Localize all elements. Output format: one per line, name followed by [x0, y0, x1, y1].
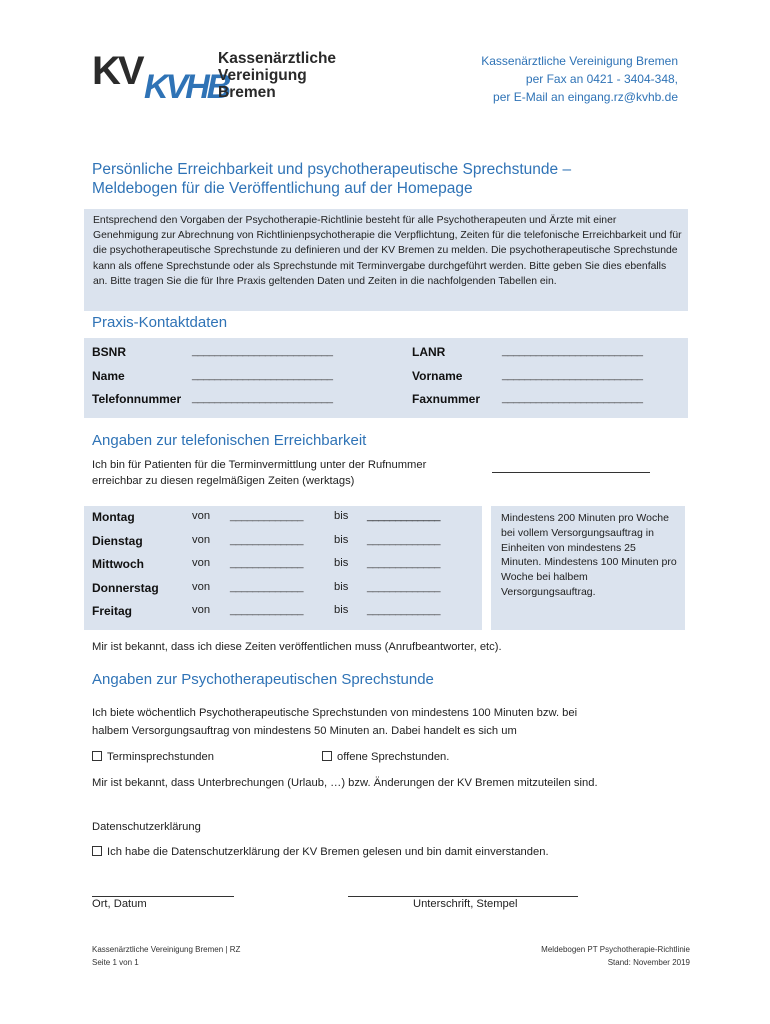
recipient-address: Kassenärztliche Vereinigung Bremen per Fax an 0421 - 3404-348, per E-Mail an eingang.rz@kvhb.de — [481, 54, 678, 104]
von-time-field[interactable]: _____________ — [230, 510, 304, 522]
telefon-field[interactable]: _________________________ — [192, 392, 333, 404]
von-label: von — [192, 604, 211, 616]
option-terminsprechstunden[interactable] — [92, 751, 214, 763]
bis-label: bis — [334, 534, 349, 546]
signature-label: Unterschrift, Stempel — [413, 898, 518, 910]
document-title: Persönliche Erreichbarkeit und psychotherapeutische Sprechstunde – Meldebogen für die Veröffentlichung auf der Homepage — [92, 161, 572, 197]
checkbox-icon[interactable] — [92, 846, 102, 856]
publish-note: Mir ist bekannt, dass ich diese Zeiten veröffentlichen muss (Anrufbeantworter, etc). — [92, 641, 502, 653]
phone-heading: Angaben zur telefonischen Erreichbarkeit — [92, 432, 367, 449]
option-offene-sprechstunden[interactable] — [322, 751, 449, 763]
minimum-time-note: Mindestens 200 Minuten pro Woche bei vollem Versorgungsauftrag in Einheiten von mindestens 25 Minuten. Mindestens 100 Minuten pro Woche bei halbem Versorgungsauftrag. — [501, 512, 677, 598]
day-dienstag: Dienstag — [92, 534, 143, 548]
bis-time-field[interactable]: _____________ — [367, 604, 441, 616]
day-mittwoch: Mittwoch — [92, 557, 144, 571]
bis-time-field[interactable]: _____________ — [367, 581, 441, 593]
option-label: offene Sprechstunden. — [337, 751, 450, 763]
checkbox-icon[interactable] — [92, 751, 102, 761]
von-label: von — [192, 581, 211, 593]
day-freitag: Freitag — [92, 604, 133, 618]
sprechstunde-line2: halbem Versorgungsauftrag von mindestens 50 Minuten an. Dabei handelt es sich um — [92, 725, 517, 737]
signature-field[interactable] — [348, 896, 578, 897]
bis-label: bis — [334, 557, 349, 569]
fax-field[interactable]: _________________________ — [502, 392, 643, 404]
svg-text:KV: KV — [92, 50, 142, 93]
name-label: Name — [92, 369, 125, 383]
phone-number-field[interactable] — [492, 472, 650, 473]
bsnr-label: BSNR — [92, 345, 127, 359]
von-time-field[interactable]: _____________ — [230, 604, 304, 616]
svg-text:KVHB: KVHB — [144, 68, 229, 102]
sprechstunde-line1: Ich biete wöchentlich Psychotherapeutische Sprechstunden von mindestens 100 Minuten bzw. bei — [92, 707, 578, 719]
place-date-label: Ort, Datum — [92, 898, 147, 910]
bis-time-field[interactable]: _____________ — [367, 534, 441, 546]
bis-label: bis — [334, 510, 349, 522]
von-label: von — [192, 510, 211, 522]
vorname-label: Vorname — [412, 369, 463, 383]
footer-left: Kassenärztliche Vereinigung Bremen | RZ Seite 1 von 1 — [92, 945, 241, 967]
privacy-consent[interactable] — [92, 846, 549, 858]
checkbox-icon[interactable] — [322, 751, 332, 761]
intro-text: Entsprechend den Vorgaben der Psychotherapie-Richtlinie besteht für alle Psychotherapeuten und Ärzte mit einer Genehmigung zur Abrechnung von Richtlinienpsychotherapie die Verpflichtung, Zeiten für die telefonische Erreichbarkeit und für die psychotherapeutische Sprechstunde zu definieren und der KV Bremen zu melden. Die psychotherapeutische Sprechstunde kann als offene Sprechstunde oder als Sprechstunde mit Terminvergabe durchgeführt werden. Bitte geben Sie dies ebenfalls an. Bitte tragen Sie die für Ihre Praxis geltenden Daten und Zeiten in die nachfolgenden Tabellen ein. — [93, 215, 682, 287]
von-label: von — [192, 534, 211, 546]
bis-time-field[interactable]: _____________ — [367, 510, 441, 522]
fax-label: Faxnummer — [412, 392, 481, 406]
contact-heading: Praxis-Kontaktdaten — [92, 314, 228, 331]
phone-intro-line1: Ich bin für Patienten für die Terminvermittlung unter der Rufnummer — [92, 459, 427, 471]
bsnr-field[interactable]: _________________________ — [192, 345, 333, 357]
place-date-field[interactable] — [92, 896, 234, 897]
von-time-field[interactable]: _____________ — [230, 557, 304, 569]
interrupt-note: Mir ist bekannt, dass Unterbrechungen (Urlaub, …) bzw. Änderungen der KV Bremen mitzuteilen sind. — [92, 777, 598, 789]
von-label: von — [192, 557, 211, 569]
vorname-field[interactable]: _________________________ — [502, 369, 643, 381]
day-donnerstag: Donnerstag — [92, 581, 159, 595]
bis-time-field[interactable]: _____________ — [367, 557, 441, 569]
privacy-consent-label: Ich habe die Datenschutzerklärung der KV Bremen gelesen und bin damit einverstanden. — [107, 846, 549, 858]
footer-right: Meldebogen PT Psychotherapie-Richtlinie Stand: November 2019 — [541, 945, 690, 967]
lanr-label: LANR — [412, 345, 446, 359]
lanr-field[interactable]: _________________________ — [502, 345, 643, 357]
name-field[interactable]: _________________________ — [192, 369, 333, 381]
privacy-heading: Datenschutzerklärung — [92, 821, 201, 833]
logo-wordmark: Kassenärztliche Vereinigung Bremen — [218, 50, 337, 101]
von-time-field[interactable]: _____________ — [230, 534, 304, 546]
telefon-label: Telefonnummer — [92, 392, 182, 406]
bis-label: bis — [334, 604, 349, 616]
bis-label: bis — [334, 581, 349, 593]
sprechstunde-heading: Angaben zur Psychotherapeutischen Sprechstunde — [92, 671, 434, 688]
von-time-field[interactable]: _____________ — [230, 581, 304, 593]
phone-intro-line2: erreichbar zu diesen regelmäßigen Zeiten (werktags) — [92, 475, 355, 487]
option-label: Terminsprechstunden — [107, 751, 214, 763]
day-montag: Montag — [92, 510, 135, 524]
